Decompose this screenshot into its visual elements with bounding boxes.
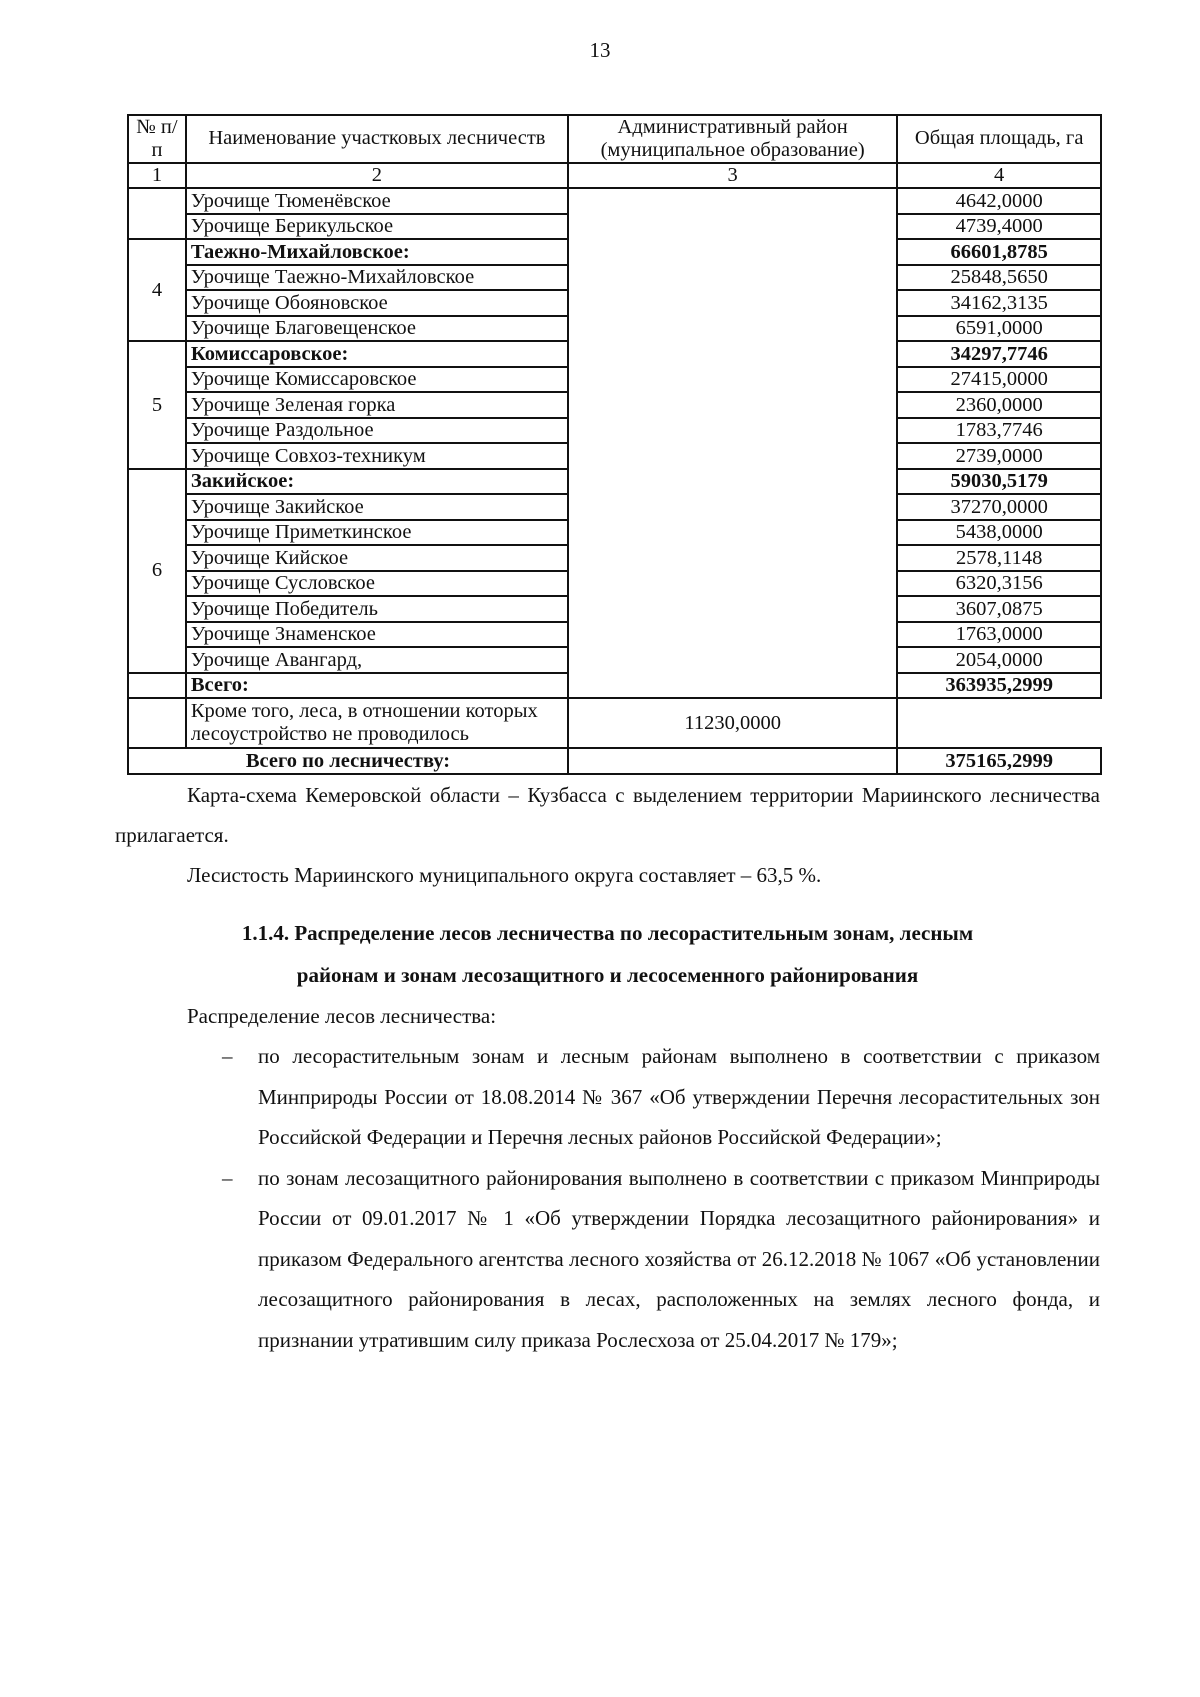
header-num: № п/п (128, 115, 186, 163)
tract-name: Урочище Сусловское (186, 571, 568, 597)
table-header-row (128, 115, 1101, 163)
group-title: Комиссаровское: (186, 341, 568, 367)
section-heading-line-1: 1.1.4. Распределение лесов лесничества по лесорастительным зонам, лесным (241, 921, 974, 945)
grand-total-district-cell (568, 748, 897, 774)
list-item-text: по лесорастительным зонам и лесным районам выполнено в соответствии с приказом Минприроды России от 18.08.2014 № 367 «Об утверждении Перечня лесорастительных зон Российской Федерации и Перечня лесных районов Российской Федерации»; (258, 1044, 1100, 1149)
group-number: 6 (128, 469, 186, 673)
col-num-3: 3 (568, 163, 897, 189)
grand-total-row (128, 748, 1101, 774)
forest-cover-paragraph: Лесистость Мариинского муниципального округа составляет – 63,5 %. (187, 863, 822, 887)
header-area: Общая площадь, га (897, 115, 1101, 163)
total-num-cell (128, 673, 186, 699)
tract-name: Урочище Зеленая горка (186, 392, 568, 418)
tract-area: 25848,5650 (897, 265, 1101, 291)
tract-name: Урочище Благовещенское (186, 316, 568, 342)
tract-area: 4642,0000 (897, 188, 1101, 214)
tract-area: 6320,3156 (897, 571, 1101, 597)
body-text (115, 775, 1100, 1360)
tract-name: Урочище Авангард, (186, 647, 568, 673)
total-label: Всего: (186, 673, 568, 699)
map-paragraph: Карта-схема Кемеровской области – Кузбасса с выделением территории Мариинского лесничества прилагается. (115, 783, 1100, 847)
tract-name: Урочище Кийское (186, 545, 568, 571)
extra-row (128, 698, 1101, 748)
tract-area: 2739,0000 (897, 443, 1101, 469)
tract-area: 2578,1148 (897, 545, 1101, 571)
column-number-row (128, 163, 1101, 189)
tract-area: 2360,0000 (897, 392, 1101, 418)
col-num-1: 1 (128, 163, 186, 189)
extra-value: 11230,0000 (568, 698, 897, 748)
tract-name: Урочище Таежно-Михайловское (186, 265, 568, 291)
header-district: Административный район (муниципальное образование) (568, 115, 897, 163)
district-cell (568, 188, 897, 698)
tract-area: 5438,0000 (897, 520, 1101, 546)
group-number: 4 (128, 239, 186, 341)
grand-total-value: 375165,2999 (897, 748, 1101, 774)
col-num-2: 2 (186, 163, 568, 189)
list-dash: – (222, 1165, 233, 1190)
group-title: Таежно-Михайловское: (186, 239, 568, 265)
section-heading-line-2: районам и зонам лесозащитного и лесосеменного районирования (296, 963, 919, 987)
section-intro: Распределение лесов лесничества: (187, 1004, 497, 1028)
col-num-4: 4 (897, 163, 1101, 189)
total-value: 363935,2999 (897, 673, 1101, 699)
table-row (128, 188, 1101, 214)
tract-name: Урочище Совхоз-техникум (186, 443, 568, 469)
tract-name: Урочище Раздольное (186, 418, 568, 444)
group-number (128, 188, 186, 239)
tract-area: 3607,0875 (897, 596, 1101, 622)
list-item (115, 1036, 1100, 1158)
forestry-area-table (127, 114, 1102, 775)
tract-name: Урочище Берикульское (186, 214, 568, 240)
tract-area: 1763,0000 (897, 622, 1101, 648)
group-title: Закийское: (186, 469, 568, 495)
group-total: 34297,7746 (897, 341, 1101, 367)
group-number: 5 (128, 341, 186, 469)
header-name: Наименование участковых лесничеств (186, 115, 568, 163)
page-number: 13 (589, 38, 611, 62)
list-dash: – (222, 1044, 233, 1068)
tract-name: Урочище Знаменское (186, 622, 568, 648)
extra-label: Кроме того, леса, в отношении которых лесоустройство не проводилось (186, 698, 568, 748)
tract-name: Урочище Обояновское (186, 290, 568, 316)
tract-name: Урочище Победитель (186, 596, 568, 622)
tract-area: 4739,4000 (897, 214, 1101, 240)
tract-name: Урочище Комиссаровское (186, 367, 568, 393)
tract-area: 37270,0000 (897, 494, 1101, 520)
tract-area: 2054,0000 (897, 647, 1101, 673)
list-item-text: по зонам лесозащитного районирования выполнено в соответствии с приказом Минприроды России от 09.01.2017 № 1 «Об утверждении Порядка лесозащитного районирования» и приказом Федерального агентства лесного хозяйства от 26.12.2018 № 1067 «Об установлении лесозащитного районирования в лесах, расположенных на землях лесного фонда, и признании утратившим силу приказа Рослесхоза от 25.04.2017 № 179»; (258, 1165, 1100, 1352)
group-total: 59030,5179 (897, 469, 1101, 495)
tract-area: 1783,7746 (897, 418, 1101, 444)
grand-total-label: Всего по лесничеству: (128, 748, 568, 774)
group-total: 66601,8785 (897, 239, 1101, 265)
tract-area: 27415,0000 (897, 367, 1101, 393)
tract-area: 34162,3135 (897, 290, 1101, 316)
tract-area: 6591,0000 (897, 316, 1101, 342)
tract-name: Урочище Закийское (186, 494, 568, 520)
tract-name: Урочище Приметкинское (186, 520, 568, 546)
tract-name: Урочище Тюменёвское (186, 188, 568, 214)
list-item (115, 1158, 1100, 1361)
extra-num-cell (128, 698, 186, 748)
